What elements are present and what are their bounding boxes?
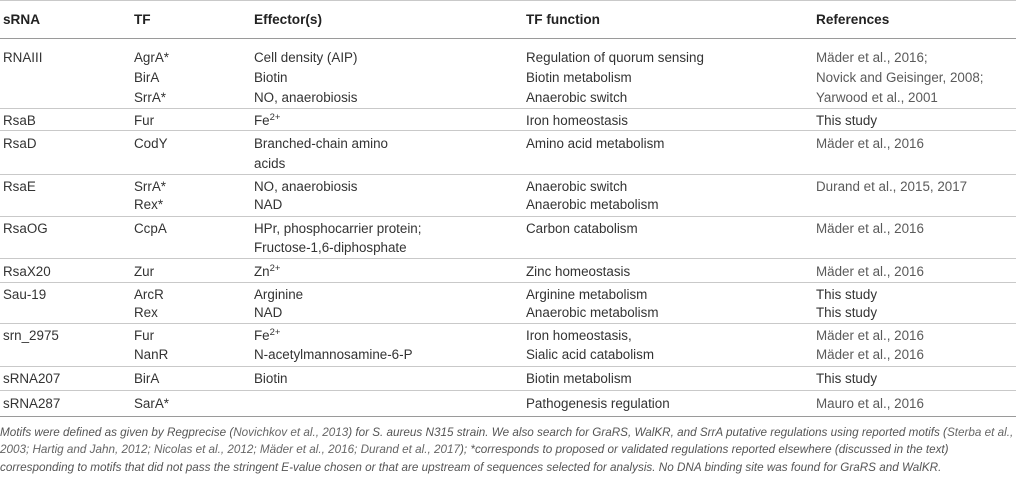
footnote-text: Motifs were defined as given by Regprecise ( [0,426,234,439]
cell-srna: RsaOG [3,221,48,236]
cell-tf-function: Anaerobic switch [526,90,628,105]
cell-reference: This study [816,305,878,320]
reference-link[interactable]: Mäder et al., 2016 [816,221,924,236]
cell-tf-function: Anaerobic metabolism [526,305,659,320]
header-references: References [816,12,890,27]
reference-link[interactable]: Yarwood et al., 2001 [816,90,938,105]
cell-tf: CodY [134,136,168,151]
footnote-text: ) for S. aureus N315 strain. We also search for GraRS, WalKR, and SrrA putative regulations using reported motifs ( [348,426,947,439]
cell-tf-function: Sialic acid catabolism [526,347,655,362]
cell-tf-function: Amino acid metabolism [526,136,665,151]
cell-srna: Sau-19 [3,287,47,302]
reference-link[interactable]: Durand et al., 2015, 2017 [816,179,968,194]
cell-tf-function: Anaerobic metabolism [526,197,659,212]
effector-base: Fe [254,328,270,343]
cell-srna: srn_2975 [3,328,59,343]
reference-link[interactable]: Mäder et al., 2016 [816,347,924,362]
cell-reference: This study [816,371,878,386]
cell-tf-function: Arginine metabolism [526,287,648,302]
cell-tf-function: Biotin metabolism [526,70,632,85]
row-divider [0,216,1016,217]
cell-srna: RsaB [3,113,36,128]
cell-tf: BirA [134,70,160,85]
cell-tf: Fur [134,113,155,128]
cell-tf: CcpA [134,221,167,236]
cell-effector: N-acetylmannosamine-6-P [254,347,413,362]
cell-effector: Biotin [254,70,288,85]
effector-superscript: 2+ [269,112,281,123]
cell-tf: SarA* [134,396,169,411]
effector-base: Fe [254,113,270,128]
cell-srna: RsaD [3,136,37,151]
cell-effector [254,264,280,280]
cell-effector: Fructose-1,6-diphosphate [254,240,407,255]
row-divider [0,108,1016,109]
effector-superscript: 2+ [269,327,281,338]
cell-tf: Rex* [134,197,164,212]
citation-link[interactable]: Novichkov et al., 2013 [233,426,349,439]
cell-tf: Rex [134,305,158,320]
cell-tf: NanR [134,347,169,362]
row-divider [0,174,1016,175]
table-footnote [0,424,1014,476]
citation-link[interactable]: Sterba et al., 2003; Hartig and Jahn, 2012; Nicolas et al., 2012; Mäder et al., 2016; Durand et al., 2017 [0,426,1014,457]
cell-srna: RsaE [3,179,36,194]
cell-srna: sRNA207 [3,371,61,386]
table-bottom-rule [0,416,1016,417]
cell-tf-function: Biotin metabolism [526,371,632,386]
cell-reference: This study [816,287,878,302]
header-rule [0,38,1016,39]
cell-effector [254,328,280,344]
cell-effector: Biotin [254,371,288,386]
cell-tf: BirA [134,371,160,386]
cell-effector: NO, anaerobiosis [254,179,358,194]
cell-tf-function: Pathogenesis regulation [526,396,670,411]
cell-reference: This study [816,113,878,128]
reference-link[interactable]: Novick and Geisinger, 2008; [816,70,984,85]
cell-srna: RsaX20 [3,264,51,279]
row-divider [0,366,1016,367]
cell-effector: Cell density (AIP) [254,50,358,65]
header-tf-function: TF function [526,12,600,27]
row-divider [0,390,1016,391]
cell-effector: Arginine [254,287,304,302]
cell-tf: Zur [134,264,155,279]
reference-link[interactable]: Mäder et al., 2016 [816,328,924,343]
reference-link[interactable]: Mäder et al., 2016; [816,50,928,65]
header-tf: TF [134,12,151,27]
cell-tf-function: Iron homeostasis [526,113,628,128]
header-srna: sRNA [3,12,41,27]
cell-tf-function: Regulation of quorum sensing [526,50,704,65]
cell-srna: RNAIII [3,50,43,65]
header-effectors: Effector(s) [254,12,322,27]
cell-tf-function: Anaerobic switch [526,179,628,194]
cell-srna: sRNA287 [3,396,61,411]
cell-effector: NAD [254,197,283,212]
cell-tf-function: Carbon catabolism [526,221,638,236]
table-top-rule [0,0,1016,1]
row-divider [0,258,1016,259]
reference-link[interactable]: Mauro et al., 2016 [816,396,924,411]
cell-effector: HPr, phosphocarrier protein; [254,221,422,236]
cell-effector: NO, anaerobiosis [254,90,358,105]
effector-superscript: 2+ [269,263,281,274]
footnote-text: ); *corresponds to proposed or validated regulations reported elsewhere (discussed in the text) corresponding to motifs that did not pass the stringent E-value chosen or that are upstream of sequences selected for analysis. No DNA binding site was found for GraRS and WalKR. [0,443,949,474]
cell-effector: acids [254,156,286,171]
cell-tf: SrrA* [134,179,166,194]
row-divider [0,282,1016,283]
row-divider [0,323,1016,324]
cell-effector: NAD [254,305,283,320]
cell-tf-function: Zinc homeostasis [526,264,631,279]
cell-tf: ArcR [134,287,164,302]
cell-tf: Fur [134,328,155,343]
cell-effector: Branched-chain amino [254,136,388,151]
cell-tf: AgrA* [134,50,169,65]
reference-link[interactable]: Mäder et al., 2016 [816,264,924,279]
reference-link[interactable]: Mäder et al., 2016 [816,136,924,151]
cell-tf: SrrA* [134,90,166,105]
cell-tf-function: Iron homeostasis, [526,328,632,343]
effector-base: Zn [254,264,270,279]
cell-effector [254,113,280,129]
row-divider [0,130,1016,131]
